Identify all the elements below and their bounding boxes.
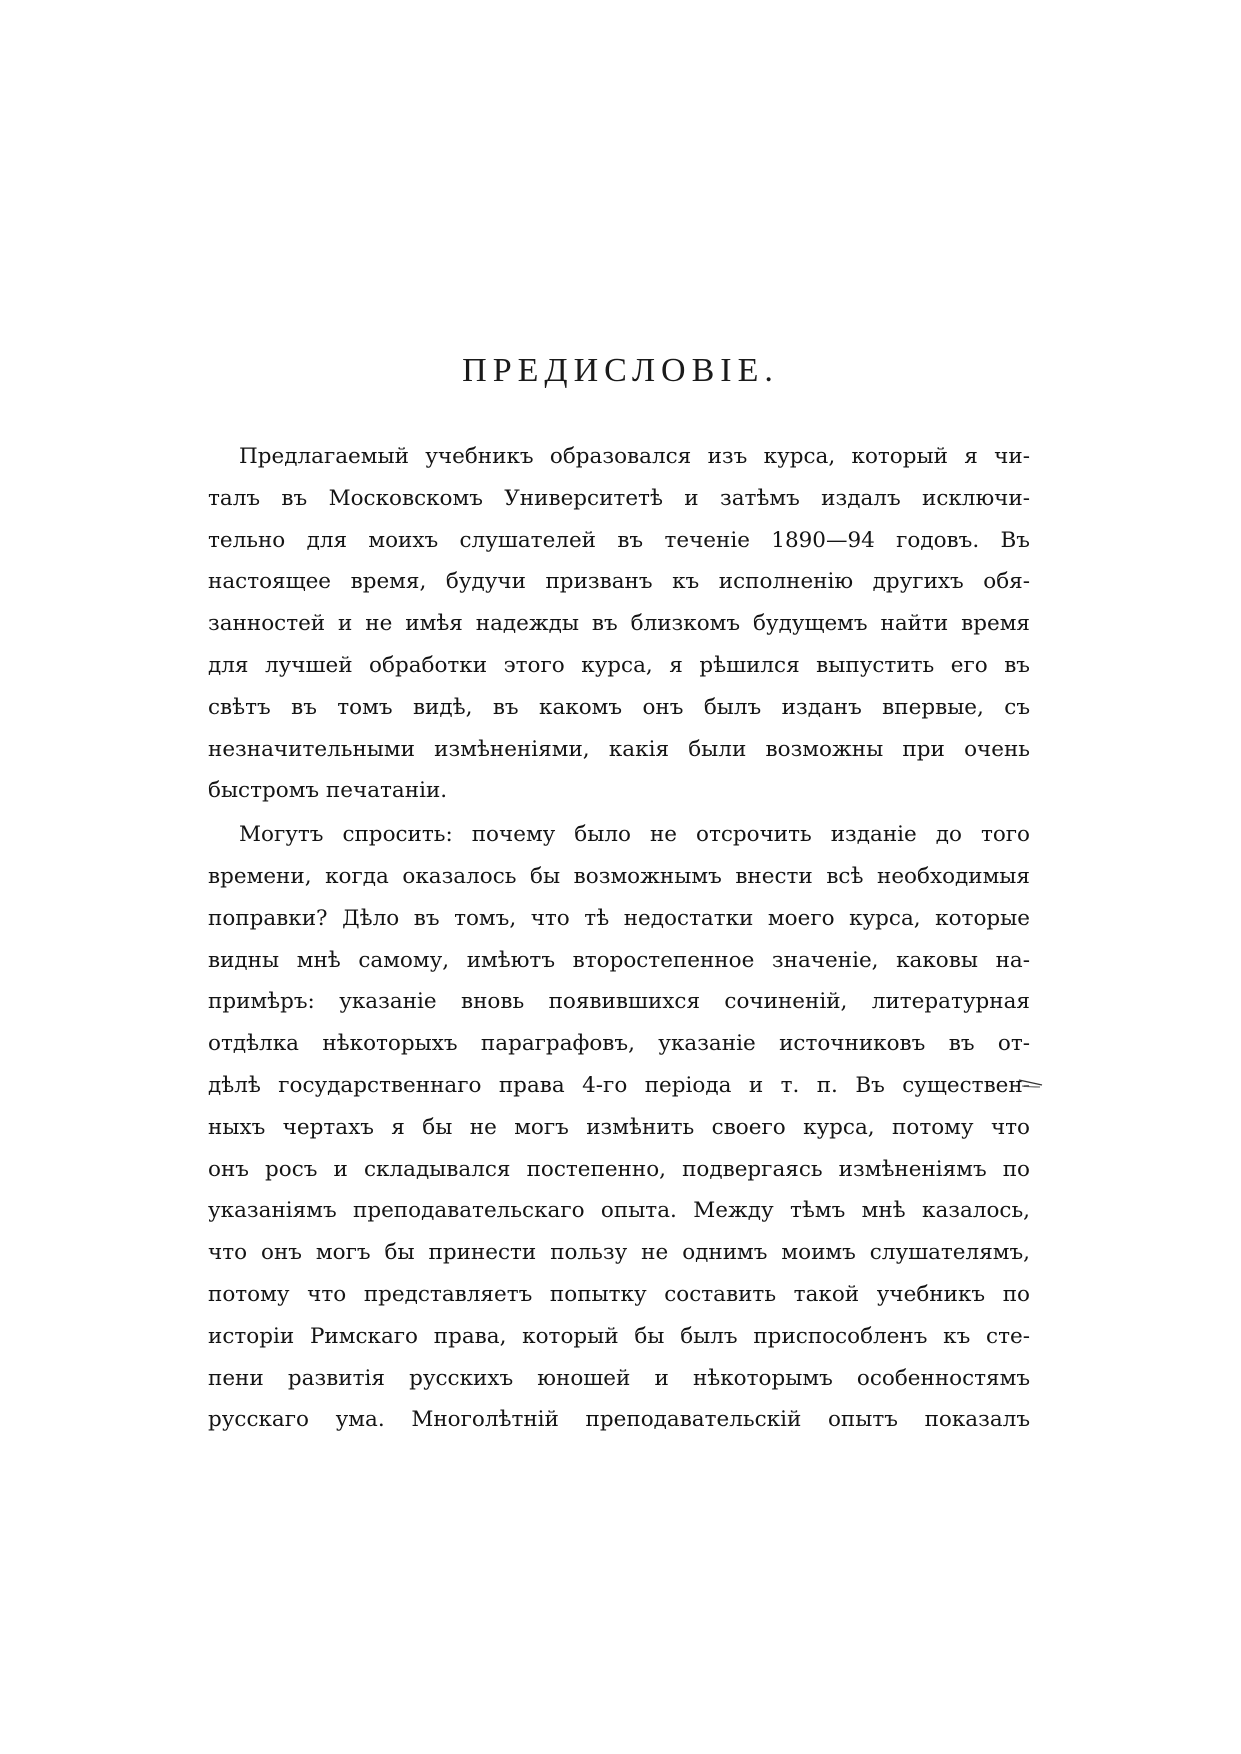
paragraph-2 — [208, 814, 1030, 1441]
text-line: талъ въ Московскомъ Университетѣ и затѣмъ издалъ исключи- — [208, 485, 1030, 511]
text-line: свѣтъ въ томъ видѣ, въ какомъ онъ былъ изданъ впервые, съ — [208, 694, 1030, 720]
text-line: онъ росъ и складывался постепенно, подвергаясь измѣненіямъ по — [208, 1156, 1030, 1182]
preface-body — [208, 436, 1030, 1441]
text-line: для лучшей обработки этого курса, я рѣшился выпустить его въ — [208, 652, 1030, 678]
page-title: ПРЕДИСЛОВІЕ. — [462, 352, 779, 389]
text-line: незначительными измѣненіями, какія были возможны при очень — [208, 736, 1030, 762]
text-line: исторіи Римскаго права, который бы былъ приспособленъ къ сте- — [208, 1323, 1030, 1349]
text-line: пени развитія русскихъ юношей и нѣкоторымъ особенностямъ — [208, 1365, 1030, 1391]
text-line: ныхъ чертахъ я бы не могъ измѣнить своего курса, потому что — [208, 1114, 1030, 1140]
text-line: быстромъ печатаніи. — [208, 778, 448, 804]
text-line: отдѣлка нѣкоторыхъ параграфовъ, указаніе источниковъ въ от- — [208, 1031, 1030, 1057]
text-line: тельно для моихъ слушателей въ теченіе 1890—94 годовъ. Въ — [208, 527, 1030, 553]
text-line: что онъ могъ бы принести пользу не однимъ моимъ слушателямъ, — [208, 1240, 1030, 1266]
text-line: занностей и не имѣя надежды въ близкомъ будущемъ найти время — [208, 611, 1030, 637]
text-line: дѣлѣ государственнаго права 4-го періода и т. п. Въ существен- — [208, 1072, 1030, 1098]
text-line: Могутъ спросить: почему было не отсрочить изданіе до того — [239, 822, 1030, 848]
text-line: поправки? Дѣло въ томъ, что тѣ недостатки моего курса, которые — [208, 905, 1030, 931]
text-line: русскаго ума. Многолѣтній преподавательскій опытъ показалъ — [208, 1407, 1030, 1433]
text-line: времени, когда оказалось бы возможнымъ внести всѣ необходимыя — [208, 863, 1030, 889]
text-line: настоящее время, будучи призванъ къ исполненію другихъ обя- — [208, 569, 1030, 595]
text-line: указаніямъ преподавательскаго опыта. Между тѣмъ мнѣ казалось, — [208, 1198, 1030, 1224]
margin-pen-mark-icon — [1018, 1077, 1044, 1089]
text-line: примѣръ: указаніе вновь появившихся сочиненій, литературная — [208, 989, 1030, 1015]
text-line: видны мнѣ самому, имѣютъ второстепенное значеніе, каковы на- — [208, 947, 1030, 973]
text-line: потому что представляетъ попытку составить такой учебникъ по — [208, 1281, 1030, 1307]
paragraph-1 — [208, 436, 1030, 812]
text-line: Предлагаемый учебникъ образовался изъ курса, который я чи- — [239, 444, 1030, 469]
